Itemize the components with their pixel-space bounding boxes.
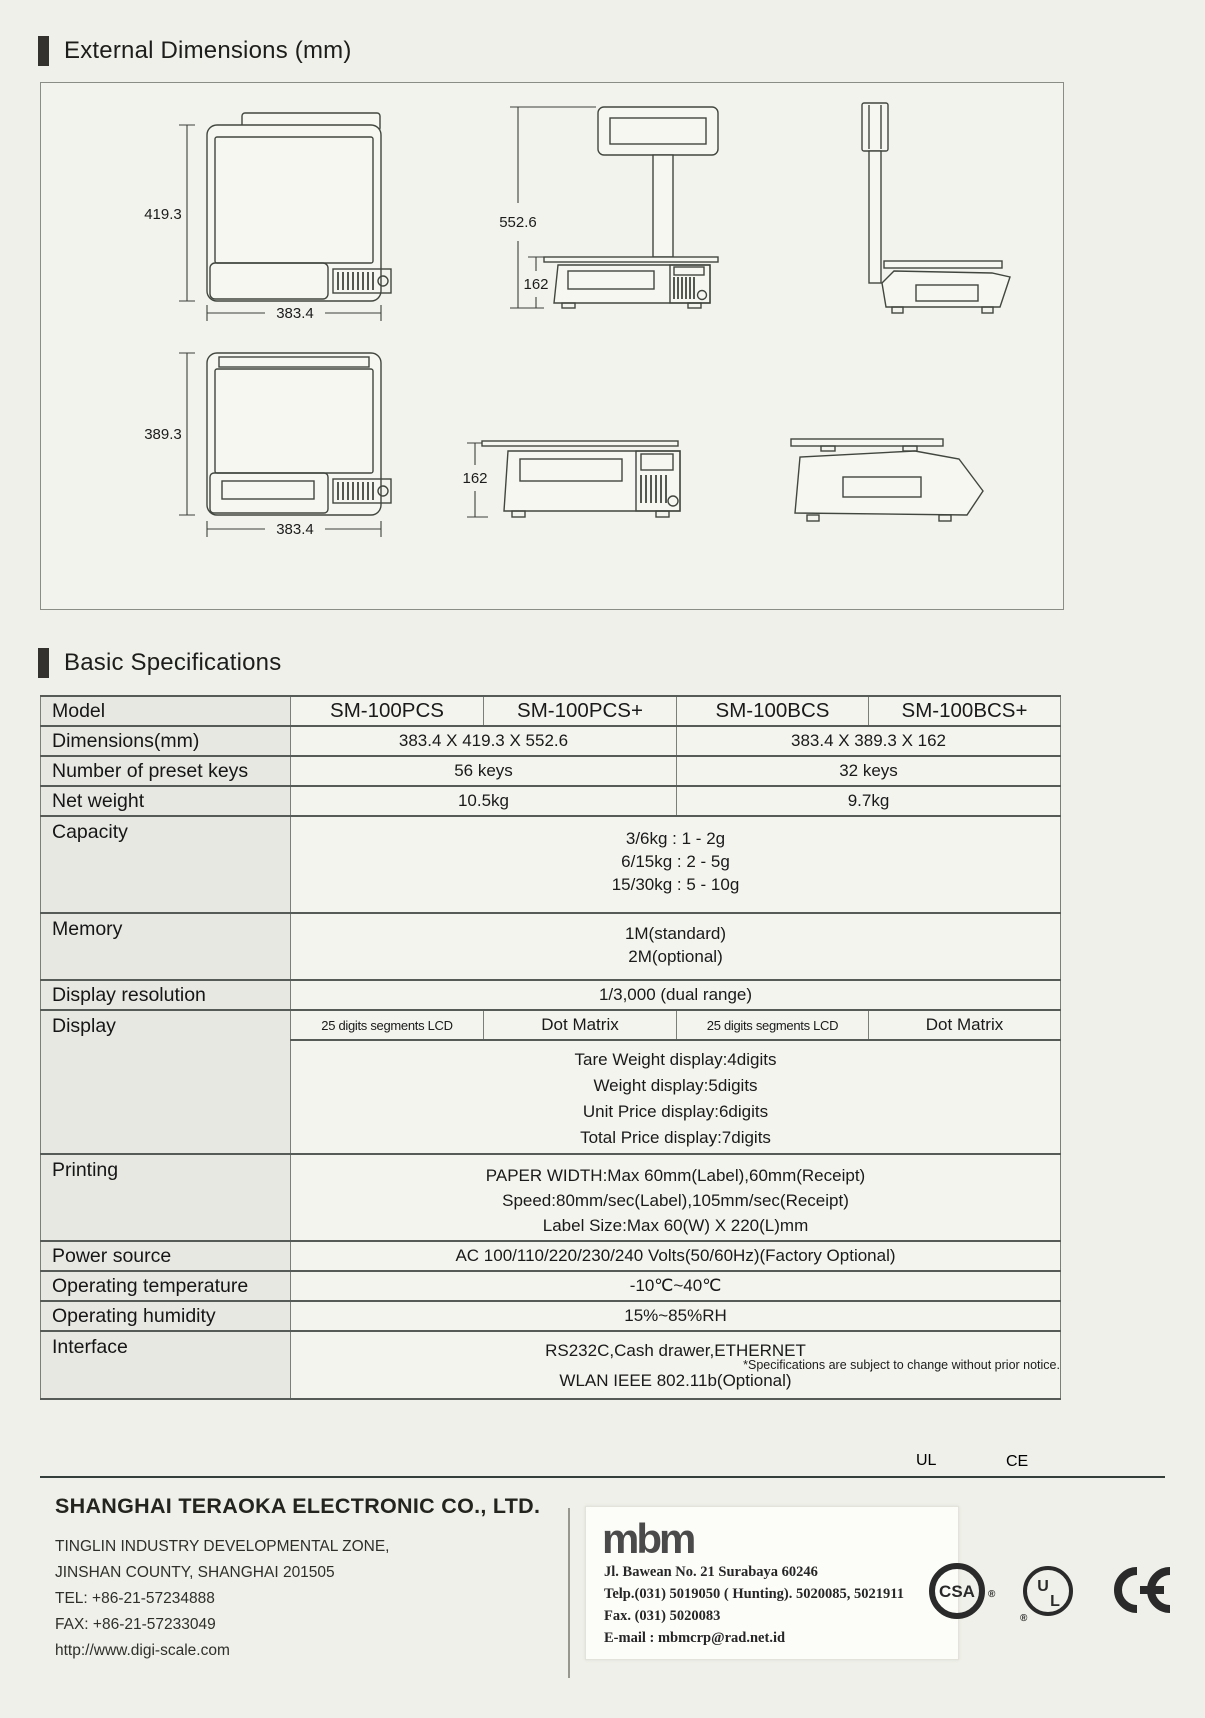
- dimension-figure-box: [40, 82, 1064, 610]
- cell-power-source-value: AC 100/110/220/230/240 Volts(50/60Hz)(Factory Optional): [291, 1241, 1061, 1271]
- external-dimensions-title: External Dimensions (mm): [64, 37, 352, 64]
- side-view-pcs-drawing: [766, 93, 1026, 319]
- dim-body-height-162-bottom: 162: [462, 470, 488, 487]
- cell-capacity-value: 3/6kg : 1 - 2g 6/15kg : 2 - 5g 15/30kg : 5 - 10g: [291, 816, 1061, 913]
- cell-dimensions-label: Dimensions(mm): [41, 726, 291, 756]
- csa-text: CSA: [939, 1582, 975, 1601]
- cell-net-weight-pcs: 10.5kg: [291, 786, 677, 816]
- cell-printing-label: Printing: [41, 1154, 291, 1241]
- svg-text:®: ®: [1020, 1613, 1028, 1624]
- cell-operating-temperature-label: Operating temperature: [41, 1271, 291, 1301]
- cell-power-source-label: Power source: [41, 1241, 291, 1271]
- svg-text:®: ®: [988, 1589, 996, 1600]
- cell-memory-value: 1M(standard) 2M(optional): [291, 913, 1061, 980]
- distributor-address: Jl. Bawean No. 21 Surabaya 60246: [604, 1564, 818, 1580]
- cell-model-pcs: SM-100PCS: [291, 696, 484, 726]
- company-address: [55, 1534, 389, 1664]
- top-view-pcs-drawing: [129, 97, 429, 325]
- cell-display-type-pcs-plus: Dot Matrix: [484, 1010, 677, 1040]
- cell-display-type-pcs: 25 digits segments LCD: [291, 1010, 484, 1040]
- spec-table: [40, 695, 1061, 1400]
- cell-model-bcs: SM-100BCS: [677, 696, 869, 726]
- section-bar-icon: [38, 36, 49, 66]
- cell-preset-keys-bcs: 32 keys: [677, 756, 1061, 786]
- ce-text: CE: [1006, 1453, 1029, 1470]
- svg-text:L: L: [1050, 1593, 1060, 1610]
- cell-operating-humidity-label: Operating humidity: [41, 1301, 291, 1331]
- section-bar-icon: [38, 648, 49, 678]
- company-tel: TEL: +86-21-57234888: [55, 1590, 215, 1607]
- cell-memory-label: Memory: [41, 913, 291, 980]
- cell-display-details: Tare Weight display:4digits Weight display:5digits Unit Price display:6digits Total Price display:7digits: [291, 1040, 1061, 1154]
- dim-height-419: 419.3: [144, 206, 182, 223]
- basic-specifications-section-head: [38, 648, 281, 678]
- distributor-email: E-mail : mbmcrp@rad.net.id: [604, 1630, 786, 1646]
- dim-width-383-bottom: 383.4: [276, 521, 314, 538]
- cell-model-pcs-plus: SM-100PCS+: [484, 696, 677, 726]
- row-printing: [41, 1154, 1061, 1241]
- distributor-fax: Fax. (031) 5020083: [604, 1608, 721, 1624]
- csa-certification-icon: [928, 1561, 1000, 1626]
- cell-display-type-bcs-plus: Dot Matrix: [869, 1010, 1061, 1040]
- row-display-types: [41, 1010, 1061, 1040]
- cell-preset-keys-label: Number of preset keys: [41, 756, 291, 786]
- front-view-pcs-drawing: [448, 99, 728, 313]
- cell-operating-humidity-value: 15%~85%RH: [291, 1301, 1061, 1331]
- cell-display-resolution-label: Display resolution: [41, 980, 291, 1010]
- external-dimensions-section-head: [38, 36, 352, 66]
- cell-preset-keys-pcs: 56 keys: [291, 756, 677, 786]
- address-line: TINGLIN INDUSTRY DEVELOPMENTAL ZONE,: [55, 1538, 390, 1555]
- company-name: SHANGHAI TERAOKA ELECTRONIC CO., LTD.: [55, 1494, 541, 1518]
- cell-printing-value: PAPER WIDTH:Max 60mm(Label),60mm(Receipt) Speed:80mm/sec(Label),105mm/sec(Receipt) Label Size:Max 60(W) X 220(L)mm: [291, 1154, 1061, 1241]
- svg-text:U: U: [1037, 1578, 1049, 1595]
- cell-net-weight-bcs: 9.7kg: [677, 786, 1061, 816]
- cell-model-bcs-plus: SM-100BCS+: [869, 696, 1061, 726]
- row-memory: [41, 913, 1061, 980]
- top-view-bcs-drawing: [129, 339, 429, 545]
- dim-width-383-top: 383.4: [276, 305, 314, 322]
- cell-dimensions-bcs: 383.4 X 389.3 X 162: [677, 726, 1061, 756]
- front-view-bcs-drawing: [448, 371, 728, 536]
- address-line: JINSHAN COUNTY, SHANGHAI 201505: [55, 1564, 335, 1581]
- cell-dimensions-pcs: 383.4 X 419.3 X 552.6: [291, 726, 677, 756]
- cell-display-type-bcs: 25 digits segments LCD: [677, 1010, 869, 1040]
- row-net-weight: [41, 786, 1061, 816]
- company-website: http://www.digi-scale.com: [55, 1642, 230, 1659]
- dim-body-height-162-top: 162: [523, 276, 549, 293]
- distributor-telp: Telp.(031) 5019050 ( Hunting). 5020085, 5021911: [604, 1586, 904, 1602]
- spec-footnote: *Specifications are subject to change without prior notice.: [743, 1358, 1060, 1372]
- distributor-sticker: [585, 1506, 959, 1660]
- company-fax: FAX: +86-21-57233049: [55, 1616, 216, 1633]
- row-model: [41, 696, 1061, 726]
- dim-height-389: 389.3: [144, 426, 182, 443]
- row-dimensions: [41, 726, 1061, 756]
- row-capacity: [41, 816, 1061, 913]
- cell-interface-value: RS232C,Cash drawer,ETHERNET WLAN IEEE 802.11b(Optional): [291, 1331, 1061, 1399]
- cell-interface-label: Interface: [41, 1331, 291, 1399]
- cell-display-resolution-value: 1/3,000 (dual range): [291, 980, 1061, 1010]
- ce-mark-icon: [1006, 1453, 1174, 1619]
- cell-net-weight-label: Net weight: [41, 786, 291, 816]
- ul-text: UL: [916, 1452, 937, 1469]
- row-operating-humidity: [41, 1301, 1061, 1331]
- row-display-resolution: [41, 980, 1061, 1010]
- dim-total-height-552: 552.6: [499, 214, 537, 231]
- cell-operating-temperature-value: -10℃~40℃: [291, 1271, 1061, 1301]
- basic-specifications-title: Basic Specifications: [64, 649, 282, 676]
- cell-model-label: Model: [41, 696, 291, 726]
- sticker-edge-line: [568, 1508, 570, 1678]
- row-operating-temperature: [41, 1271, 1061, 1301]
- mbm-logo: mbm: [602, 1515, 694, 1562]
- row-power-source: [41, 1241, 1061, 1271]
- footer-divider: [40, 1476, 1165, 1478]
- row-preset-keys: [41, 756, 1061, 786]
- cell-capacity-label: Capacity: [41, 816, 291, 913]
- cell-display-label: Display: [41, 1010, 291, 1154]
- side-view-bcs-drawing: [763, 373, 1003, 533]
